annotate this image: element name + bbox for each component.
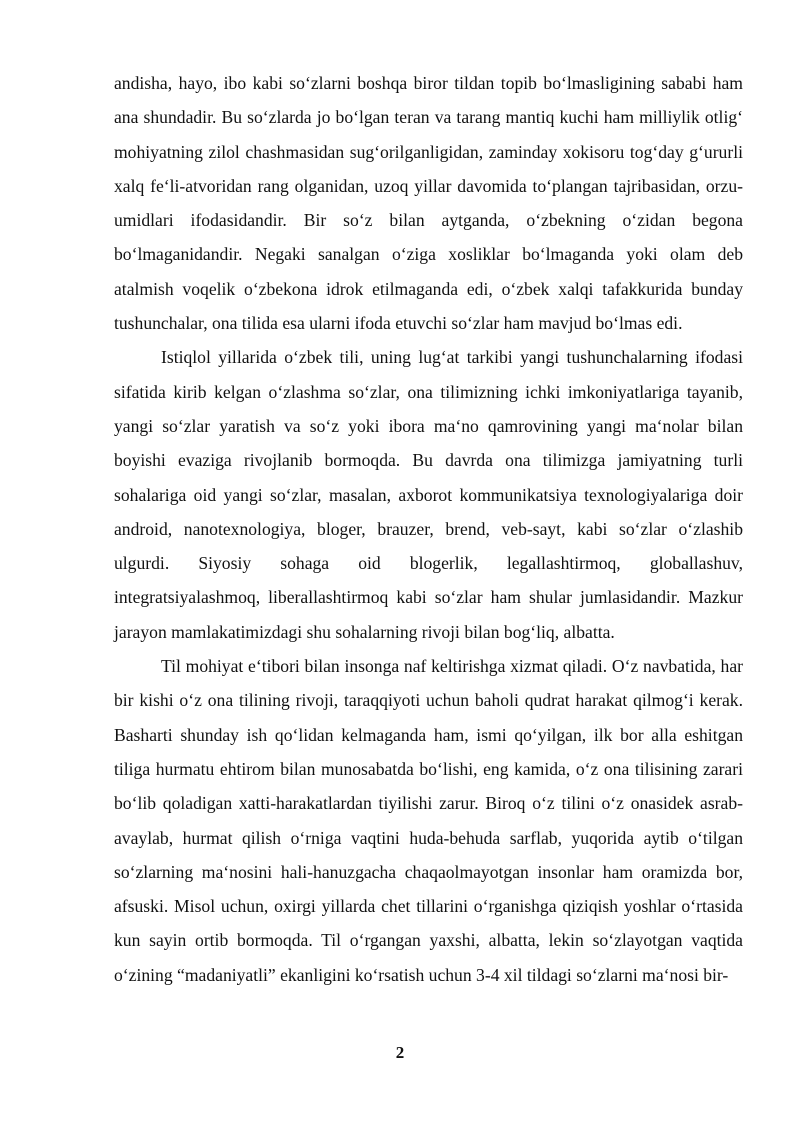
paragraph-1: andisha, hayo, ibo kabi so‘zlarni boshqa biror tildan topib bo‘lmasligining sababi ham ana shundadir. Bu so‘zlarda jo bo‘lgan teran va tarang mantiq kuchi ham milliylik otlig‘ mohiyatning zilol chashmasidan sug‘orilganligidan, zaminday xokisoru tog‘day g‘ururli xalq fe‘li-atvoridan rang olganidan, uzoq yillar davomida to‘plangan tajribasidan, orzu-umidlari ifodasidandir. Bir so‘z bilan aytganda, o‘zbekning o‘zidan begona bo‘lmaganidandir. Negaki sanalgan o‘ziga xosliklar bo‘lmaganda yoki olam deb atalmish voqelik o‘zbekona idrok etilmaganda edi, o‘zbek xalqi tafakkurida bunday tushunchalar, ona tilida esa ularni ifoda etuvchi so‘zlar ham mavjud bo‘lmas edi. (114, 73, 743, 334)
document-body (114, 66, 743, 992)
page-number: 2 (395, 1043, 405, 1062)
paragraph-3: Til mohiyat e‘tibori bilan insonga naf keltirishga xizmat qiladi. O‘z navbatida, har bir kishi o‘z ona tilining rivoji, taraqqiyoti uchun baholi qudrat harakat qilmog‘i kerak. Basharti shunday ish qo‘lidan kelmaganda ham, ismi qo‘yilgan, ilk bor alla eshitgan tiliga hurmatu ehtirom bilan munosabatda bo‘lishi, eng kamida, o‘z ona tilisining zarari bo‘lib qoladigan xatti-harakatlardan tiyilishi zarur. Biroq o‘z tilini o‘z onasidek asrab-avaylab, hurmat qilish o‘rniga vaqtini huda-behuda sarflab, yuqorida aytib o‘tilgan so‘zlarning ma‘nosini hali-hanuzgacha chaqaolmayotgan insonlar ham oramizda bor, afsuski. Misol uchun, oxirgi yillarda chet tillarini o‘rganishga qiziqish yoshlar o‘rtasida kun sayin ortib bormoqda. Til o‘rgangan yaxshi, albatta, lekin so‘zlayotgan vaqtida o‘zining “madaniyatli” ekanligini ko‘rsatish uchun 3-4 xil tildagi so‘zlarni ma‘nosi bir- (114, 656, 743, 985)
paragraph-2: Istiqlol yillarida o‘zbek tili, uning lug‘at tarkibi yangi tushunchalarning ifodasi sifatida kirib kelgan o‘zlashma so‘zlar, ona tilimizning ichki imkoniyatlariga tayanib, yangi so‘zlar yaratish va so‘z yoki ibora ma‘no qamrovining yangi ma‘nolar bilan boyishi evaziga rivojlanib bormoqda. Bu davrda ona tilimizga jamiyatning turli sohalariga oid yangi so‘zlar, masalan, axborot kommunikatsiya texnologiyalariga doir android, nanotexnologiya, bloger, brauzer, brend, veb-sayt, kabi so‘zlar o‘zlashib ulgurdi. Siyosiy sohaga oid blogerlik, legallashtirmoq, globallashuv, integratsiyalashmoq, liberallashtirmoq kabi so‘zlar ham shular jumlasidandir. Mazkur jarayon mamlakatimizdagi shu sohalarning rivoji bilan bog‘liq, albatta. (114, 347, 743, 642)
